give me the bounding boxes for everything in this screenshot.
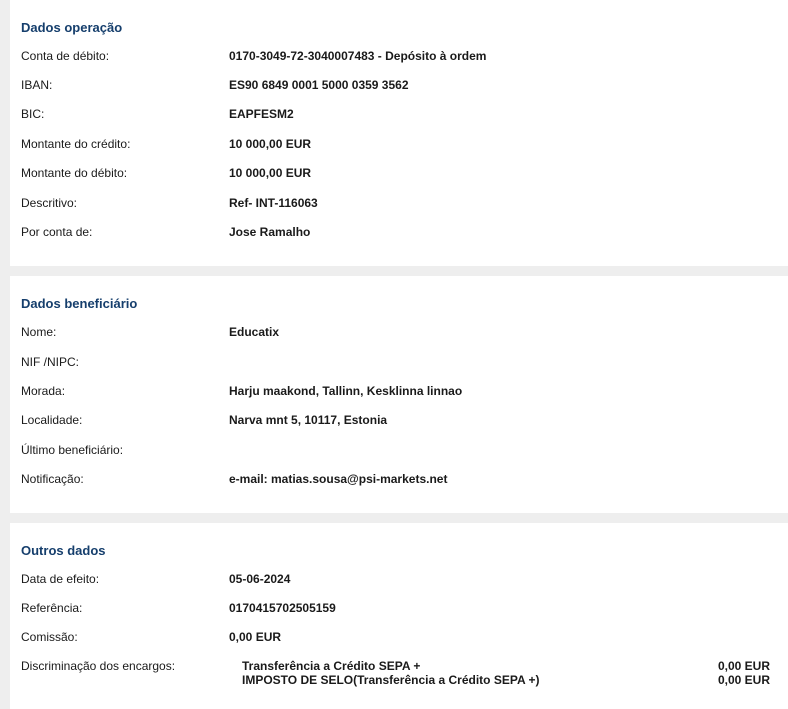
reference-label: Referência: <box>21 601 83 615</box>
address-row <box>21 384 770 400</box>
beneficiary-panel <box>10 276 788 513</box>
bic-value: EAPFESM2 <box>229 107 294 121</box>
other-data-title: Outros dados <box>21 543 106 558</box>
on-behalf-row <box>21 225 770 241</box>
other-data-panel <box>10 523 788 709</box>
charge-amount: 0,00 EUR <box>717 673 770 687</box>
debit-amount-label: Montante do débito: <box>21 166 128 180</box>
debit-account-row <box>21 49 770 65</box>
description-row <box>21 196 770 212</box>
charge-amount: 0,00 EUR <box>717 659 770 673</box>
bic-row <box>21 107 770 123</box>
notification-row <box>21 472 770 488</box>
nif-label: NIF /NIPC: <box>21 355 80 369</box>
name-value: Educatix <box>229 325 280 339</box>
credit-amount-row <box>21 137 770 153</box>
debit-account-label: Conta de débito: <box>21 49 110 63</box>
charges-list <box>242 659 770 687</box>
description-value: Ref- INT-116063 <box>229 196 318 210</box>
debit-amount-row <box>21 166 770 182</box>
locality-value: Narva mnt 5, 10117, Estonia <box>229 413 388 427</box>
effective-date-label: Data de efeito: <box>21 572 100 586</box>
notification-value: e-mail: matias.sousa@psi-markets.net <box>229 472 448 486</box>
nif-row <box>21 355 770 371</box>
reference-row <box>21 601 770 617</box>
charge-item <box>242 659 770 673</box>
debit-account-value: 0170-3049-72-3040007483 - Depósito à ordem <box>229 49 487 63</box>
charge-description: IMPOSTO DE SELO(Transferência a Crédito SEPA +) <box>242 673 540 687</box>
commission-row <box>21 630 770 646</box>
address-label: Morada: <box>21 384 66 398</box>
charges-row <box>21 659 770 689</box>
last-beneficiary-row <box>21 443 770 459</box>
credit-amount-label: Montante do crédito: <box>21 137 131 151</box>
on-behalf-value: Jose Ramalho <box>229 225 311 239</box>
locality-row <box>21 413 770 429</box>
locality-label: Localidade: <box>21 413 83 427</box>
iban-row <box>21 78 770 94</box>
effective-date-row <box>21 572 770 588</box>
commission-value: 0,00 EUR <box>229 630 282 644</box>
notification-label: Notificação: <box>21 472 84 486</box>
name-label: Nome: <box>21 325 57 339</box>
last-beneficiary-label: Último beneficiário: <box>21 443 124 457</box>
charges-label: Discriminação dos encargos: <box>21 659 176 673</box>
on-behalf-label: Por conta de: <box>21 225 93 239</box>
credit-amount-value: 10 000,00 EUR <box>229 137 312 151</box>
name-row <box>21 325 770 341</box>
description-label: Descritivo: <box>21 196 78 210</box>
operation-panel <box>10 0 788 266</box>
charge-description: Transferência a Crédito SEPA + <box>242 659 421 673</box>
reference-value: 0170415702505159 <box>229 601 336 615</box>
commission-label: Comissão: <box>21 630 78 644</box>
iban-label: IBAN: <box>21 78 53 92</box>
iban-value: ES90 6849 0001 5000 0359 3562 <box>229 78 409 92</box>
debit-amount-value: 10 000,00 EUR <box>229 166 312 180</box>
effective-date-value: 05-06-2024 <box>229 572 291 586</box>
address-value: Harju maakond, Tallinn, Kesklinna linnao <box>229 384 463 398</box>
beneficiary-title: Dados beneficiário <box>21 296 138 311</box>
operation-title: Dados operação <box>21 20 123 35</box>
charge-item <box>242 673 770 687</box>
bic-label: BIC: <box>21 107 45 121</box>
